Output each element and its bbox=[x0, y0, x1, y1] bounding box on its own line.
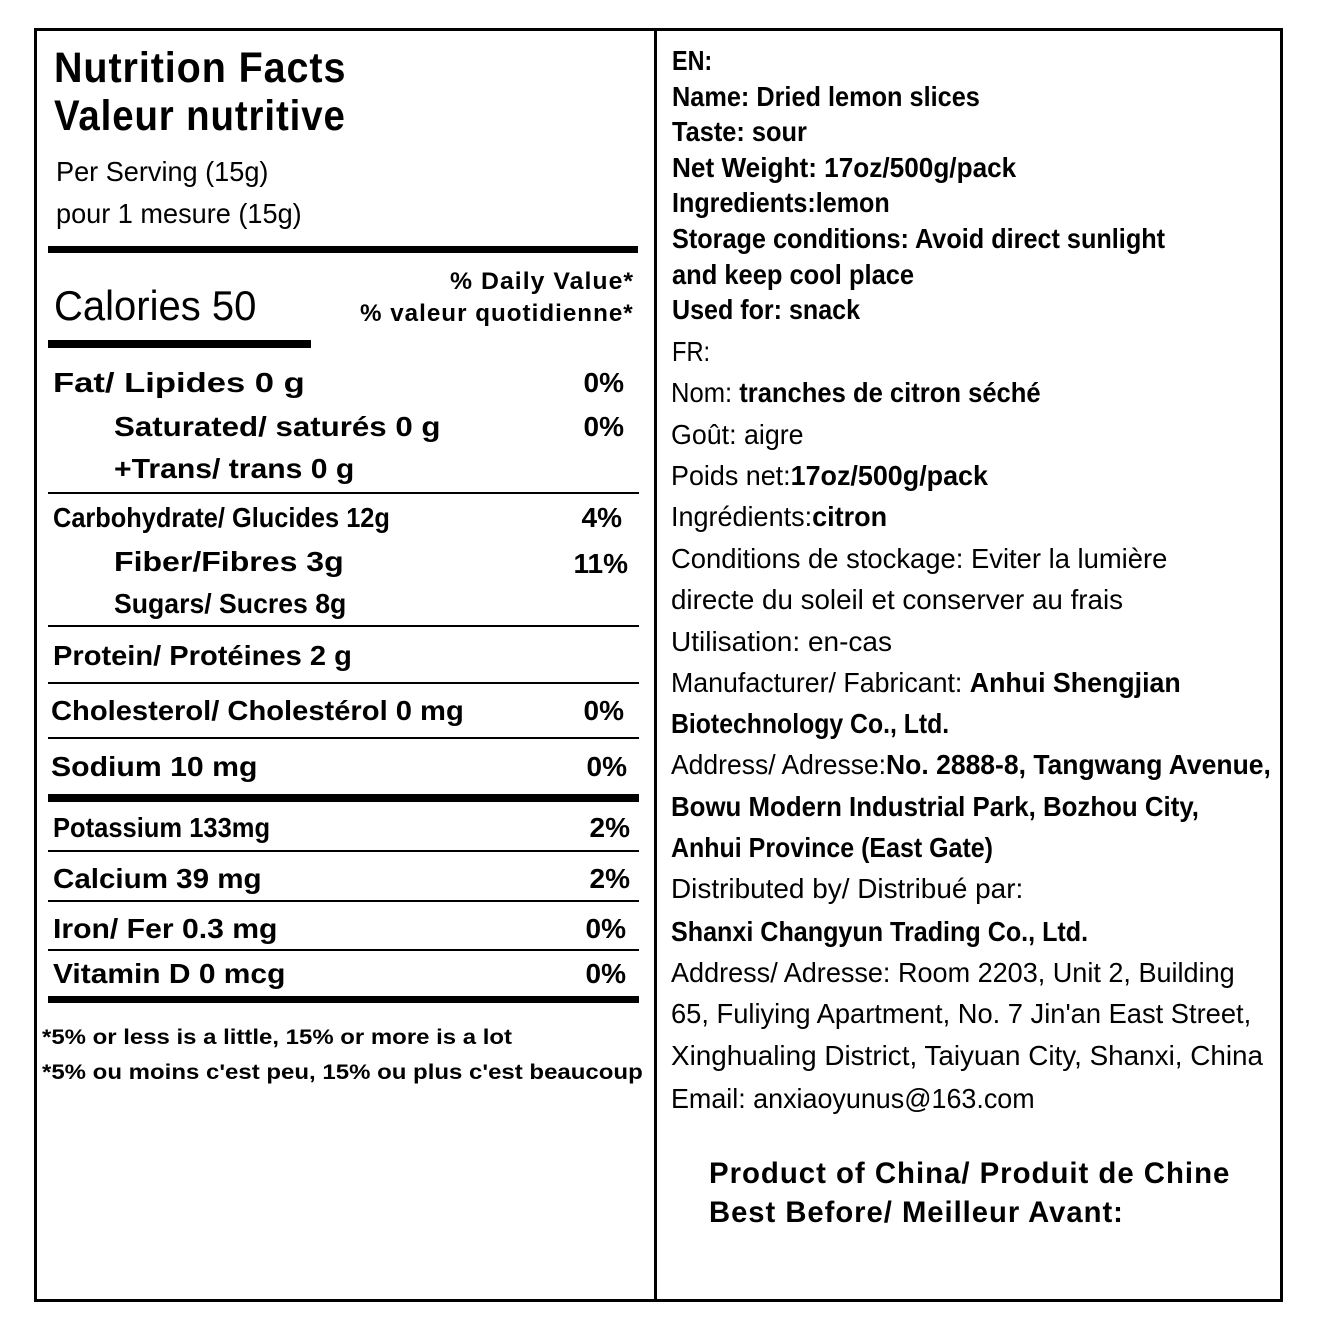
fr-storage-1: Conditions de stockage: Eviter la lumière bbox=[671, 543, 1168, 574]
address2-line-1: Address/ Adresse: Room 2203, Unit 2, Building bbox=[671, 957, 1235, 988]
rule-after-potassium bbox=[48, 850, 639, 852]
address1-value-1: No. 2888-8, Tangwang Avenue, bbox=[886, 749, 1271, 780]
manufacturer-name-2: Biotechnology Co., Ltd. bbox=[671, 708, 950, 739]
manufacturer-name-1: Anhui Shengjian bbox=[969, 667, 1181, 698]
calories: Calories 50 bbox=[54, 282, 257, 329]
serving-size-en: Per Serving (15g) bbox=[56, 156, 269, 187]
distributed-by: Distributed by/ Distribué par: bbox=[671, 873, 1024, 904]
manufacturer-line-1 bbox=[671, 667, 1181, 699]
cholesterol-row-label: Cholesterol/ Cholestérol 0 mg bbox=[51, 695, 464, 726]
sodium-row-label: Sodium 10 mg bbox=[51, 751, 258, 782]
nutrition-title-en: Nutrition Facts bbox=[54, 44, 347, 92]
fr-ingredients bbox=[671, 501, 887, 533]
thick-rule-top bbox=[48, 246, 638, 253]
footnote-fr: *5% ou moins c'est peu, 15% ou plus c'est beaucoup bbox=[42, 1061, 643, 1084]
email: Email: anxiaoyunus@163.com bbox=[671, 1083, 1035, 1114]
en-used-for: Used for: snack bbox=[672, 294, 861, 325]
fr-poids bbox=[671, 460, 988, 492]
sodium-row-dv: 0% bbox=[586, 751, 627, 782]
en-storage-2: and keep cool place bbox=[672, 259, 915, 290]
en-ingredients: Ingredients:lemon bbox=[672, 187, 890, 218]
potassium-row-label: Potassium 133mg bbox=[53, 812, 271, 843]
carbohydrate-row-dv: 4% bbox=[581, 502, 622, 533]
fr-nom bbox=[671, 377, 1041, 409]
daily-value-header-fr: % valeur quotidienne* bbox=[360, 300, 634, 327]
fat-row-dv: 0% bbox=[583, 367, 624, 398]
rule-after-cholesterol bbox=[48, 737, 639, 739]
fr-utilisation: Utilisation: en-cas bbox=[671, 626, 892, 657]
address2-line-2: 65, Fuliying Apartment, No. 7 Jin'an East Street, bbox=[671, 998, 1252, 1029]
daily-value-header-en: % Daily Value* bbox=[450, 268, 635, 295]
en-net-weight: Net Weight: 17oz/500g/pack bbox=[672, 152, 1017, 183]
fr-nom-value: tranches de citron séché bbox=[739, 377, 1041, 408]
manufacturer-label: Manufacturer/ Fabricant: bbox=[671, 667, 970, 698]
fr-section-header: FR: bbox=[672, 336, 711, 367]
address1-line-1 bbox=[671, 749, 1271, 781]
en-section-header: EN: bbox=[672, 45, 713, 76]
en-storage-1: Storage conditions: Avoid direct sunlight bbox=[672, 223, 1166, 254]
fr-ingredients-label: Ingrédients: bbox=[671, 501, 813, 532]
en-taste: Taste: sour bbox=[672, 116, 807, 147]
fat-row-label: Fat/ Lipides 0 g bbox=[53, 367, 305, 398]
address1-line-2: Bowu Modern Industrial Park, Bozhou City, bbox=[671, 791, 1199, 822]
fr-ingredients-value: citron bbox=[812, 501, 888, 532]
fiber-row-dv: 11% bbox=[573, 548, 628, 579]
best-before: Best Before/ Meilleur Avant: bbox=[709, 1196, 1124, 1229]
sugars-row-label: Sugars/ Sucres 8g bbox=[114, 588, 347, 619]
fr-gout: Goût: aigre bbox=[671, 419, 804, 450]
carbohydrate-row-label: Carbohydrate/ Glucides 12g bbox=[53, 502, 390, 533]
rule-after-carbs bbox=[48, 625, 639, 627]
calories-rule bbox=[48, 340, 311, 348]
rule-after-fat bbox=[48, 492, 639, 494]
calcium-row-label: Calcium 39 mg bbox=[53, 863, 262, 894]
vitamin-d-row-dv: 0% bbox=[585, 958, 626, 989]
address2-line-3: Xinghualing District, Taiyuan City, Shanxi, China bbox=[671, 1040, 1264, 1071]
nutrition-title-fr: Valeur nutritive bbox=[54, 92, 346, 140]
fr-storage-2: directe du soleil et conserver au frais bbox=[671, 584, 1123, 615]
serving-size-fr: pour 1 mesure (15g) bbox=[56, 198, 302, 229]
address1-label: Address/ Adresse: bbox=[671, 749, 887, 780]
cholesterol-row-dv: 0% bbox=[583, 695, 624, 726]
vitamin-d-row-label: Vitamin D 0 mcg bbox=[53, 958, 286, 989]
distributor-name: Shanxi Changyun Trading Co., Ltd. bbox=[671, 916, 1089, 947]
rule-after-protein bbox=[48, 682, 639, 684]
saturated-row-dv: 0% bbox=[583, 411, 624, 442]
potassium-row-dv: 2% bbox=[589, 812, 630, 843]
protein-row-label: Protein/ Protéines 2 g bbox=[53, 640, 352, 671]
rule-after-iron bbox=[48, 949, 639, 951]
fiber-row-label: Fiber/Fibres 3g bbox=[114, 546, 344, 577]
en-name: Name: Dried lemon slices bbox=[672, 81, 980, 112]
fr-nom-label: Nom: bbox=[671, 377, 740, 408]
footnote-en: *5% or less is a little, 15% or more is a lot bbox=[42, 1026, 513, 1049]
fr-poids-label: Poids net: bbox=[671, 460, 791, 491]
address1-line-3: Anhui Province (East Gate) bbox=[671, 832, 993, 863]
thick-rule-bottom bbox=[48, 996, 639, 1003]
iron-row-dv: 0% bbox=[585, 913, 626, 944]
fr-poids-value: 17oz/500g/pack bbox=[790, 460, 988, 491]
calcium-row-dv: 2% bbox=[589, 863, 630, 894]
rule-after-calcium bbox=[48, 900, 639, 902]
thick-rule-vitamins bbox=[48, 794, 639, 802]
column-divider bbox=[654, 28, 657, 1302]
iron-row-label: Iron/ Fer 0.3 mg bbox=[53, 913, 278, 944]
saturated-row-label: Saturated/ saturés 0 g bbox=[114, 411, 441, 442]
product-of-china: Product of China/ Produit de Chine bbox=[709, 1157, 1231, 1190]
trans-row-label: +Trans/ trans 0 g bbox=[114, 453, 355, 484]
